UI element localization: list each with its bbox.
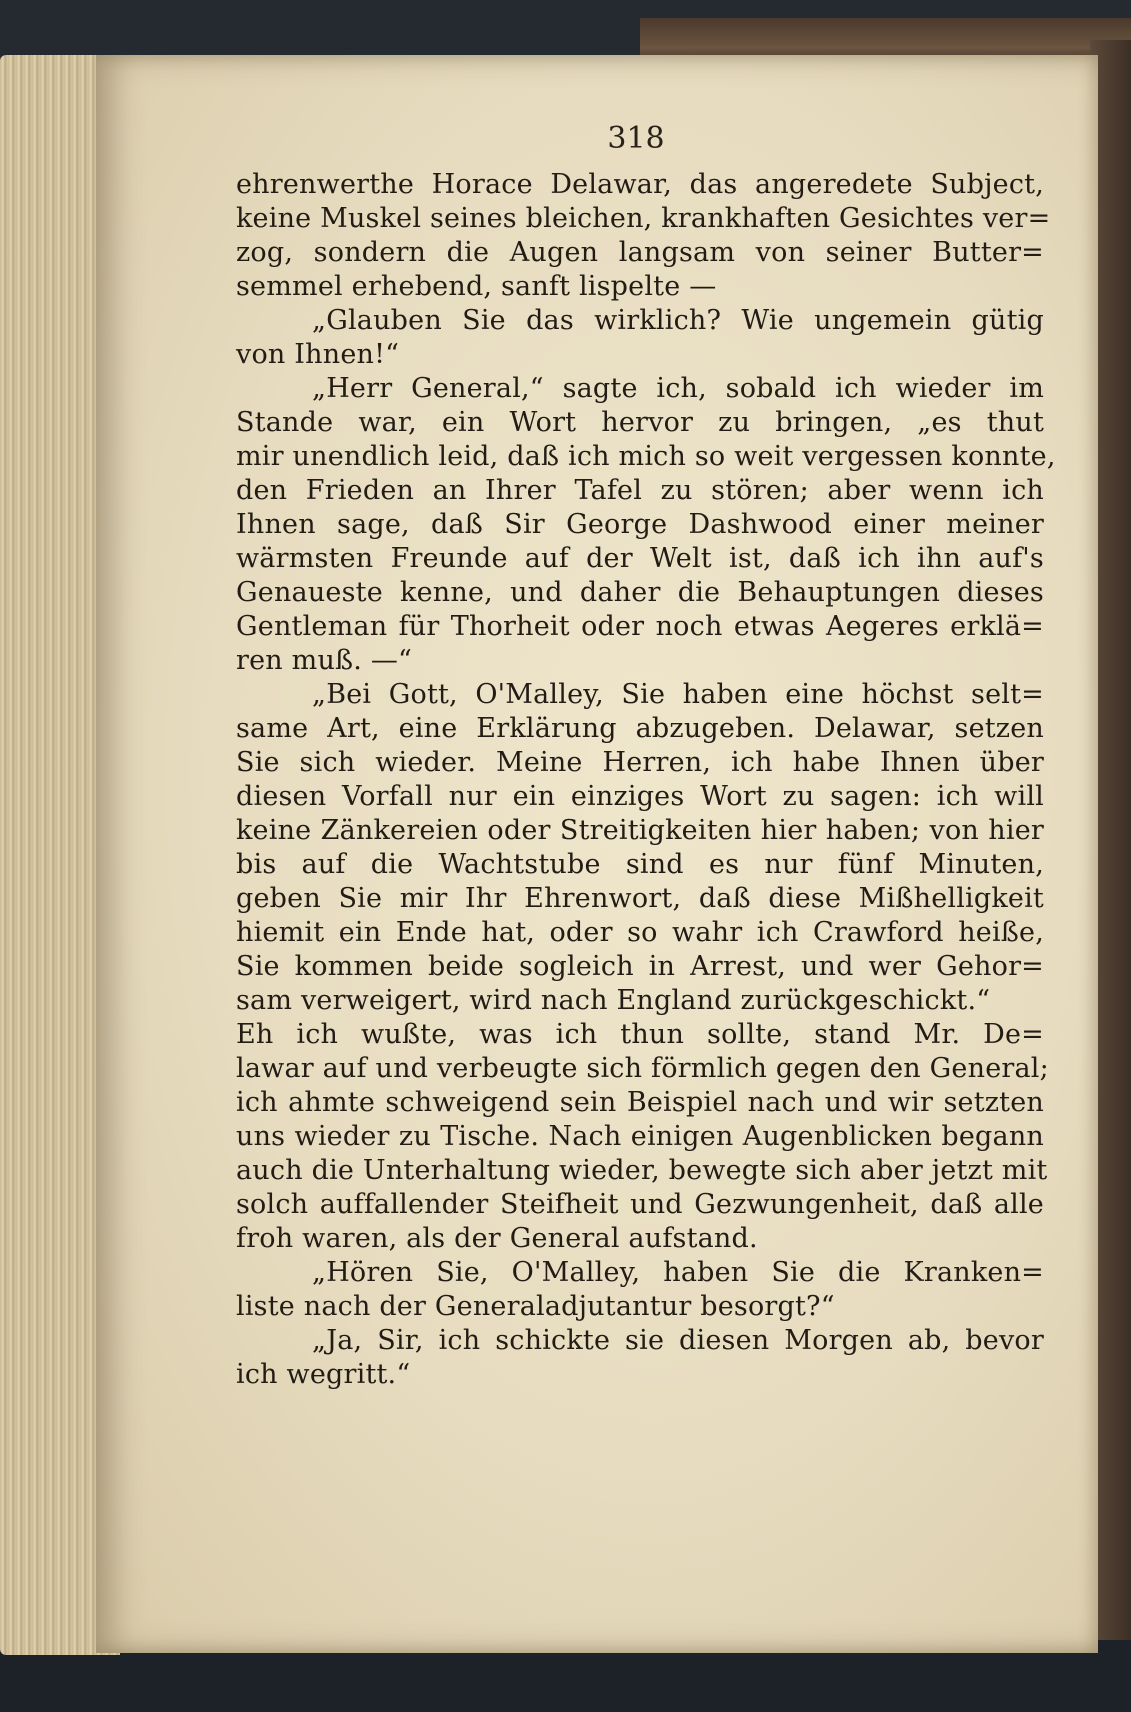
text-line: diesen Vorfall nur ein einziges Wort zu sagen: ich will [236,781,1044,812]
text-line: „Ja, Sir, ich schickte sie diesen Morgen ab, bevor [312,1325,1044,1356]
text-line: Gentleman für Thorheit oder noch etwas Aegeres erklä= [236,611,1044,642]
page-number: 318 [607,121,665,156]
text-line: uns wieder zu Tische. Nach einigen Augenblicken begann [236,1121,1044,1152]
text-line: „Hören Sie, O'Malley, haben Sie die Kranken= [312,1257,1044,1288]
text-line: ren muß. —“ [236,645,413,676]
text-line: hiemit ein Ende hat, oder so wahr ich Crawford heiße, [236,917,1044,948]
text-line: mir unendlich leid, daß ich mich so weit vergessen konnte, [236,441,1056,472]
text-line: „Herr General,“ sagte ich, sobald ich wieder im [312,373,1044,404]
text-line: ich ahmte schweigend sein Beispiel nach und wir setzten [236,1087,1044,1118]
text-line: lawar auf und verbeugte sich förmlich gegen den General; [236,1053,1049,1084]
text-line: froh waren, als der General aufstand. [236,1223,758,1254]
text-line: solch auffallender Steifheit und Gezwungenheit, daß alle [236,1189,1044,1220]
text-line: keine Muskel seines bleichen, krankhaften Gesichtes ver= [236,203,1051,234]
text-line: ehrenwerthe Horace Delawar, das angeredete Subject, [236,169,1044,200]
text-line: Sie sich wieder. Meine Herren, ich habe Ihnen über [236,747,1044,778]
text-line: same Art, eine Erklärung abzugeben. Delawar, setzen [236,713,1044,744]
text-line: „Glauben Sie das wirklich? Wie ungemein gütig [312,305,1044,336]
text-line: von Ihnen!“ [236,339,400,370]
text-line: Ihnen sage, daß Sir George Dashwood einer meiner [236,509,1044,540]
text-line: den Frieden an Ihrer Tafel zu stören; aber wenn ich [236,475,1044,506]
text-line: wärmsten Freunde auf der Welt ist, daß ich ihn auf's [236,543,1044,574]
text-line: Sie kommen beide sogleich in Arrest, und wer Gehor= [236,951,1044,982]
text-line: Stande war, ein Wort hervor zu bringen, „es thut [236,407,1044,438]
text-line: liste nach der Generaladjutantur besorgt?“ [236,1291,835,1322]
text-line: Genaueste kenne, und daher die Behauptungen dieses [236,577,1044,608]
text-line: keine Zänkereien oder Streitigkeiten hier haben; von hier [236,815,1044,846]
text-line: Eh ich wußte, was ich thun sollte, stand Mr. De= [236,1019,1044,1050]
text-line: geben Sie mir Ihr Ehrenwort, daß diese Mißhelligkeit [236,883,1044,914]
text-line: ich wegritt.“ [236,1359,411,1390]
text-line: auch die Unterhaltung wieder, bewegte sich aber jetzt mit [236,1155,1048,1186]
text-line: bis auf die Wachtstube sind es nur fünf Minuten, [236,849,1044,880]
body-text [236,168,1056,1392]
text-line: zog, sondern die Augen langsam von seiner Butter= [236,237,1044,268]
text-line: „Bei Gott, O'Malley, Sie haben eine höchst selt= [312,679,1044,710]
text-line: sam verweigert, wird nach England zurückgeschickt.“ [236,985,991,1016]
text-line: semmel erhebend, sanft lispelte — [236,271,717,302]
